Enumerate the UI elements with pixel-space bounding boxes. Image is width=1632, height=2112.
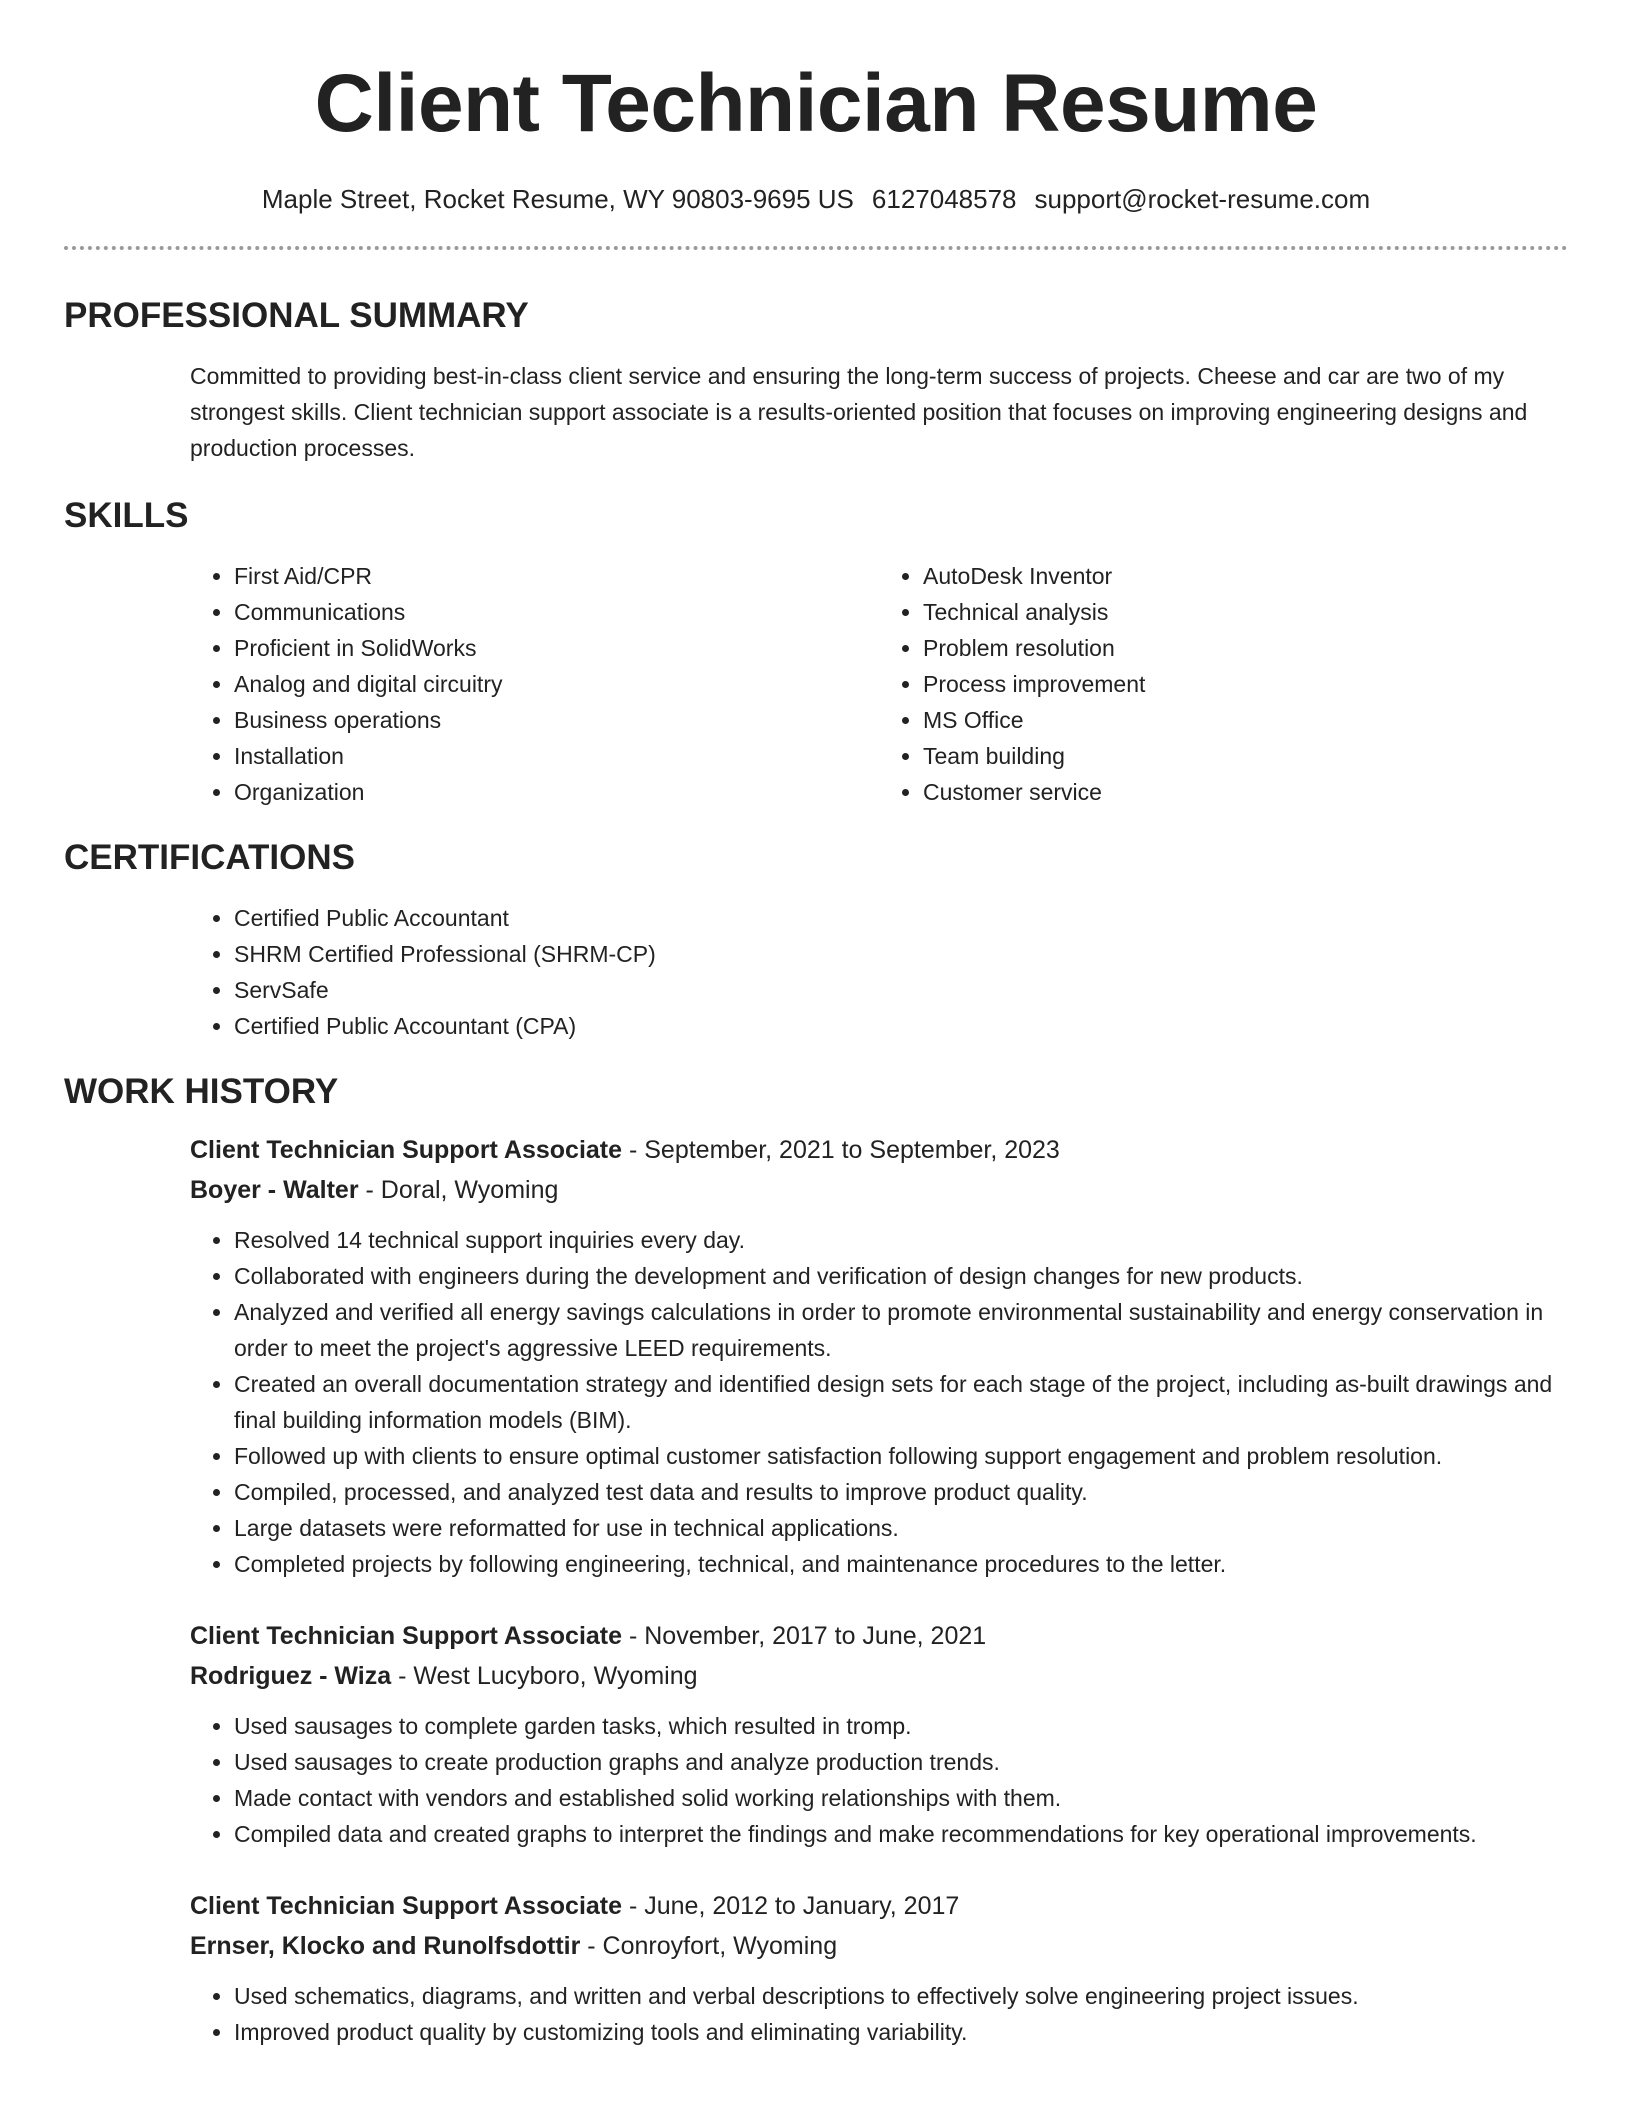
job-company: Boyer - Walter xyxy=(190,1176,359,1204)
skill-item: • Team building xyxy=(923,738,1568,774)
skill-item: • Business operations xyxy=(234,702,879,738)
job-bullets xyxy=(190,1708,1568,1852)
skill-item: • Proficient in SolidWorks xyxy=(234,630,879,666)
job-entry xyxy=(190,1130,1568,1582)
skills-column-left xyxy=(190,558,879,810)
skills-column-right xyxy=(879,558,1568,810)
job-bullet: • Resolved 14 technical support inquiries every day. xyxy=(234,1222,1568,1258)
job-bullet: • Collaborated with engineers during the development and verification of design changes for new products. xyxy=(234,1258,1568,1294)
job-title: Client Technician Support Associate xyxy=(190,1622,623,1650)
job-company: Rodriguez - Wiza xyxy=(190,1662,392,1690)
job-location: - Conroyfort, Wyoming xyxy=(580,1932,838,1960)
job-bullet: • Analyzed and verified all energy savings calculations in order to promote environmental sustainability and energy conservation in order to meet the project's aggressive LEED requirements. xyxy=(234,1294,1568,1366)
job-bullet: • Improved product quality by customizing tools and eliminating variability. xyxy=(234,2014,1568,2050)
job-bullet: • Used sausages to complete garden tasks, which resulted in tromp. xyxy=(234,1708,1568,1744)
certification-item: • SHRM Certified Professional (SHRM-CP) xyxy=(234,936,1568,972)
job-entry xyxy=(190,1616,1568,1852)
contact-phone: 6127048578 xyxy=(871,184,1017,214)
job-bullets xyxy=(190,1222,1568,1582)
skill-item: • AutoDesk Inventor xyxy=(923,558,1568,594)
resume-page xyxy=(64,0,1568,2112)
skill-item: • Organization xyxy=(234,774,879,810)
certification-item: • Certified Public Accountant xyxy=(234,900,1568,936)
job-bullet: • Compiled data and created graphs to interpret the findings and make recommendations for key operational improvements. xyxy=(234,1816,1568,1852)
skill-item: • Analog and digital circuitry xyxy=(234,666,879,702)
certifications-list xyxy=(190,900,1568,1044)
job-bullet: • Used sausages to create production graphs and analyze production trends. xyxy=(234,1744,1568,1780)
summary-text: Committed to providing best-in-class client service and ensuring the long-term success of projects. Cheese and car are two of my strongest skills. Client technician support associate is a results-oriented position that focuses on improving engineering designs and production processes. xyxy=(190,363,1528,461)
skills-list xyxy=(190,558,1568,810)
job-dates: - June, 2012 to January, 2017 xyxy=(622,1892,960,1920)
job-bullets xyxy=(190,1978,1568,2050)
contact-email: support@rocket-resume.com xyxy=(1034,184,1371,214)
job-bullet: • Large datasets were reformatted for use in technical applications. xyxy=(234,1510,1568,1546)
job-company-line xyxy=(190,1170,1568,1210)
certification-item: • Certified Public Accountant (CPA) xyxy=(234,1008,1568,1044)
skill-item: • Process improvement xyxy=(923,666,1568,702)
job-bullet: • Completed projects by following engineering, technical, and maintenance procedures to the letter. xyxy=(234,1546,1568,1582)
contact-line xyxy=(64,182,1568,216)
header-divider xyxy=(64,246,1568,250)
skill-item: • MS Office xyxy=(923,702,1568,738)
job-company-line xyxy=(190,1656,1568,1696)
job-title-line xyxy=(190,1130,1568,1170)
job-dates: - September, 2021 to September, 2023 xyxy=(622,1136,1060,1164)
job-title: Client Technician Support Associate xyxy=(190,1136,623,1164)
skill-item: • Installation xyxy=(234,738,879,774)
skill-item: • Technical analysis xyxy=(923,594,1568,630)
job-location: - West Lucyboro, Wyoming xyxy=(391,1662,698,1690)
certification-item: • ServSafe xyxy=(234,972,1568,1008)
job-bullet: • Followed up with clients to ensure optimal customer satisfaction following support engagement and problem resolution. xyxy=(234,1438,1568,1474)
skill-item: • Communications xyxy=(234,594,879,630)
job-bullet: • Compiled, processed, and analyzed test data and results to improve product quality. xyxy=(234,1474,1568,1510)
job-location: - Doral, Wyoming xyxy=(358,1176,559,1204)
job-entry xyxy=(190,1886,1568,2050)
skill-item: • Customer service xyxy=(923,774,1568,810)
summary-heading: PROFESSIONAL SUMMARY xyxy=(64,296,529,335)
job-bullet: • Created an overall documentation strategy and identified design sets for each stage of the project, including as-built drawings and final building information models (BIM). xyxy=(234,1366,1568,1438)
certifications-bullets xyxy=(190,900,1568,1044)
work-history-heading: WORK HISTORY xyxy=(64,1072,339,1111)
contact-address: Maple Street, Rocket Resume, WY 90803-9695 US xyxy=(261,184,854,214)
job-title: Client Technician Support Associate xyxy=(190,1892,623,1920)
resume-title: Client Technician Resume xyxy=(314,58,1318,149)
job-bullet: • Used schematics, diagrams, and written and verbal descriptions to effectively solve engineering project issues. xyxy=(234,1978,1568,2014)
certifications-heading: CERTIFICATIONS xyxy=(64,838,356,877)
job-title-line xyxy=(190,1886,1568,1926)
job-company: Ernser, Klocko and Runolfsdottir xyxy=(190,1932,581,1960)
skills-heading: SKILLS xyxy=(64,496,189,535)
job-company-line xyxy=(190,1926,1568,1966)
job-title-line xyxy=(190,1616,1568,1656)
job-dates: - November, 2017 to June, 2021 xyxy=(622,1622,987,1650)
job-bullet: • Made contact with vendors and established solid working relationships with them. xyxy=(234,1780,1568,1816)
skill-item: • Problem resolution xyxy=(923,630,1568,666)
skill-item: • First Aid/CPR xyxy=(234,558,879,594)
